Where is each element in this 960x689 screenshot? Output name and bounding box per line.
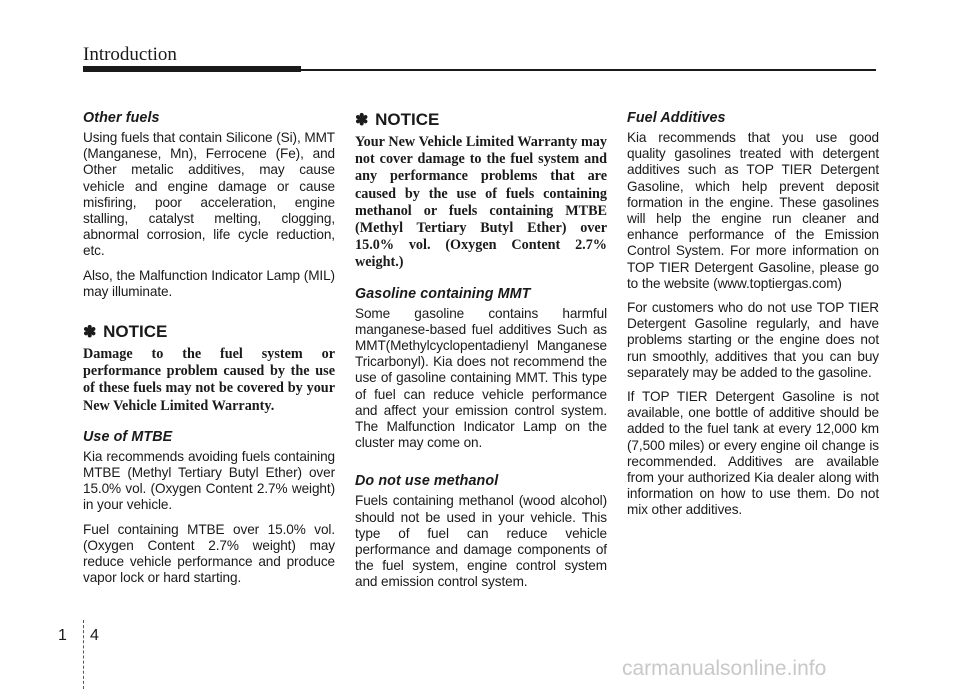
- column-1: [83, 110, 335, 594]
- notice-star-icon: ✽: [83, 324, 97, 342]
- page-header-title: Introduction: [83, 44, 177, 65]
- paragraph-other-fuels-1: Using fuels that contain Silicone (Si), MMT (Manganese, Mn), Ferrocene (Fe), and Other metalic additives, may cause vehicle and engine damage or cause misfiring, poor acceleration, engine stalling, catalyst melting, clogging, abnormal corrosion, life cycle reduction, etc.: [83, 130, 335, 259]
- notice-body-1: Damage to the fuel system or performance problem caused by the use of these fuels may not be covered by your New Vehicle Limited Warranty.: [83, 346, 335, 414]
- footer-divider: [83, 620, 85, 689]
- header-rule-thin: [301, 69, 876, 71]
- paragraph-mmt-1: Some gasoline contains harmful manganese-based fuel additives Such as MMT(Methylcyclopentadienyl Manganese Tricarbonyl). Kia does not recommend the use of gasoline containing MMT. This type of fuel can reduce vehicle performance and affect your emission control system. The Malfunction Indicator Lamp on the cluster may come on.: [355, 305, 607, 451]
- header-rule-thick: [83, 66, 301, 72]
- paragraph-mtbe-2: Fuel containing MTBE over 15.0% vol. (Oxygen Content 2.7% weight) may reduce vehicle performance and produce vapor lock or hard starting.: [83, 521, 335, 586]
- page-chapter-number: 1: [58, 627, 67, 644]
- heading-mtbe: Use of MTBE: [83, 428, 173, 445]
- notice-star-icon: ✽: [355, 112, 369, 129]
- heading-other-fuels: Other fuels: [83, 110, 160, 126]
- heading-mmt: Gasoline containing MMT: [355, 285, 531, 302]
- notice-label: NOTICE: [375, 110, 440, 129]
- notice-heading-1: [83, 322, 335, 342]
- notice-body-2: Your New Vehicle Limited Warranty may not cover damage to the fuel system and any performance problems that are caused by the use of fuels containing methanol or fuels containing MTBE (Methyl Tertiary Butyl Ether) over 15.0% vol. (Oxygen Content 2.7% weight.): [355, 134, 607, 271]
- paragraph-additives-1: Kia recommends that you use good quality gasolines treated with detergent additives such as TOP TIER Detergent Gasoline, which help prevent deposit formation in the engine. These gasolines will help the engine run cleaner and enhance performance of the Emission Control System. For more information on TOP TIER Detergent Gasoline, please go to the website (www.toptiergas.com): [627, 130, 879, 291]
- paragraph-additives-3: If TOP TIER Detergent Gasoline is not available, one bottle of additive should be added to the fuel tank at every 12,000 km (7,500 miles) or every engine oil change is recommended. Additives are available from your authorized Kia dealer along with information on how to use them. Do not mix other additives.: [627, 389, 879, 518]
- column-2: [355, 110, 607, 599]
- heading-fuel-additives: Fuel Additives: [627, 110, 726, 126]
- paragraph-additives-2: For customers who do not use TOP TIER Detergent Gasoline regularly, and have problems starting or the engine does not run smoothly, additives that you can buy separately may be added to the gasoline.: [627, 300, 879, 380]
- notice-label: NOTICE: [103, 322, 168, 342]
- notice-heading-2: [355, 110, 607, 130]
- page-number: 4: [90, 627, 99, 644]
- paragraph-methanol-1: Fuels containing methanol (wood alcohol) should not be used in your vehicle. This type of fuel can reduce vehicle performance and damage components of the fuel system, engine control system and emission control system.: [355, 493, 607, 590]
- heading-methanol: Do not use methanol: [355, 473, 499, 490]
- paragraph-mtbe-1: Kia recommends avoiding fuels containing MTBE (Methyl Tertiary Butyl Ether) over 15.0% vol. (Oxygen Content 2.7% weight) in your vehicle.: [83, 448, 335, 513]
- paragraph-other-fuels-2: Also, the Malfunction Indicator Lamp (MIL) may illuminate.: [83, 267, 335, 299]
- watermark-text: carmanualsonline.info: [622, 657, 827, 680]
- column-3: [627, 110, 879, 527]
